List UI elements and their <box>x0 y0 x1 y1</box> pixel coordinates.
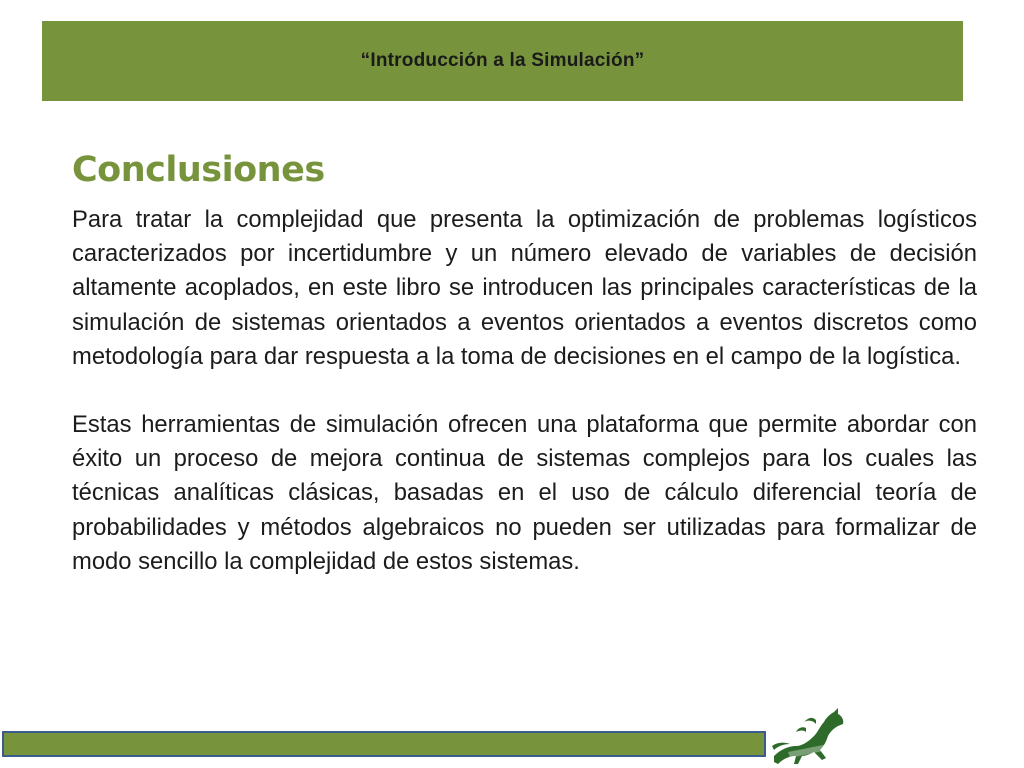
header-bar <box>42 21 963 101</box>
horse-logo-icon <box>768 706 846 768</box>
slide-body <box>72 203 977 579</box>
paragraph-1: Para tratar la complejidad que presenta la optimización de problemas logísticos caracterizados por incertidumbre y un número elevado de variables de decisión altamente acoplados, en este libro se introducen las principales características de la simulación de sistemas orientados a eventos orientados a eventos discretos como metodología para dar respuesta a la toma de decisiones en el campo de la logística. <box>72 206 977 370</box>
footer-bar <box>2 731 766 757</box>
slide-heading: Conclusiones <box>72 150 325 190</box>
paragraph-2: Estas herramientas de simulación ofrecen una plataforma que permite abordar con éxito un proceso de mejora continua de sistemas complejos para los cuales las técnicas analíticas clásicas, basadas en el uso de cálculo diferencial teoría de probabilidades y métodos algebraicos no pueden ser utilizadas para formalizar de modo sencillo la complejidad de estos sistemas. <box>72 411 977 575</box>
presentation-title: “Introducción a la Simulación” <box>360 50 645 71</box>
